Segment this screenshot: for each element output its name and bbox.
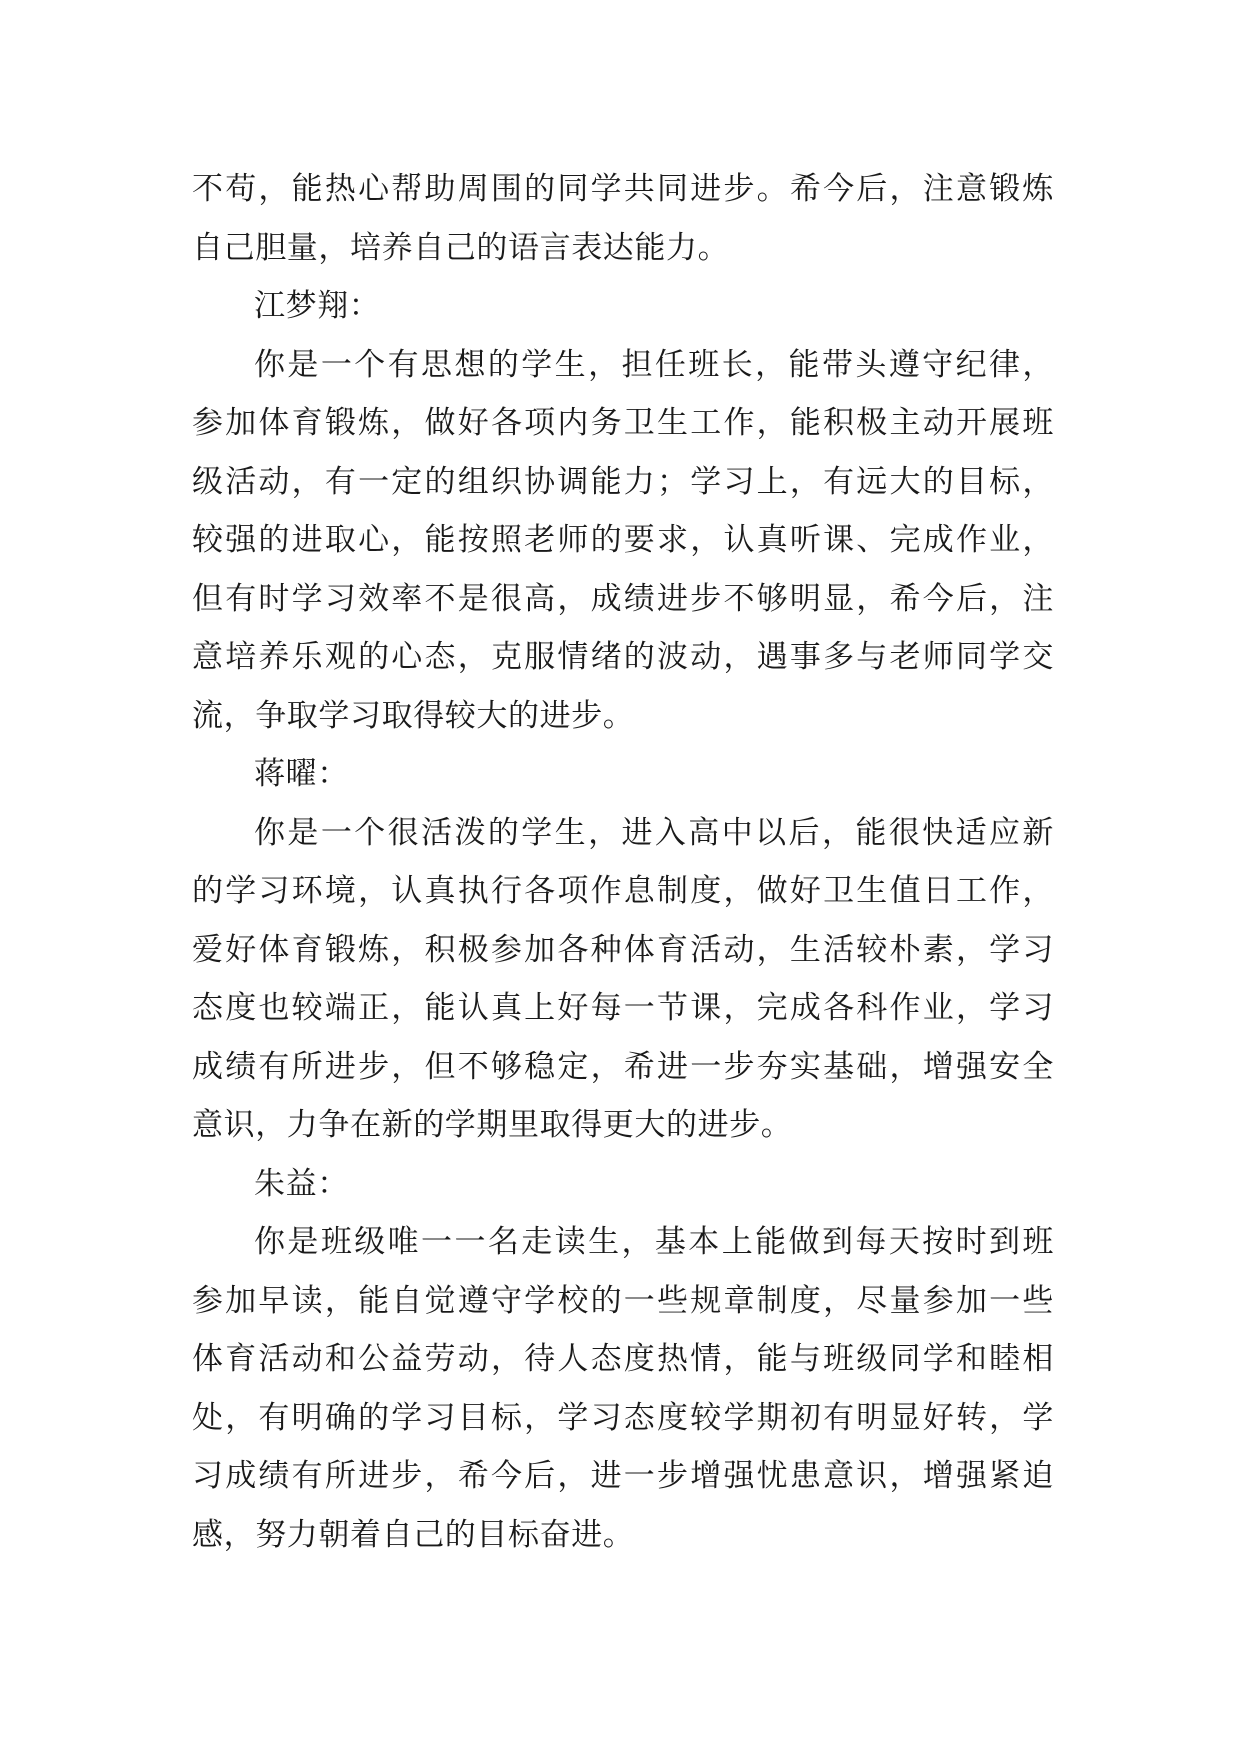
student-name: 蒋曜： [254,756,349,792]
text-line: 态度也较端正，能认真上好每一节课，完成各科作业，学习 [192,990,1054,1026]
text-line: 体育活动和公益劳动，待人态度热情，能与班级同学和睦相 [192,1341,1054,1377]
comment-entry [192,1155,1054,1565]
text-line: 意培养乐观的心态，克服情绪的波动，遇事多与老师同学交 [192,639,1054,675]
student-name: 江梦翔： [254,288,381,324]
text-line: 爱好体育锻炼，积极参加各种体育活动，生活较朴素，学习 [192,931,1054,968]
comment-entry [192,277,1054,745]
text-line: 处，有明确的学习目标，学习态度较学期初有明显好转，学 [192,1399,1054,1436]
intro-paragraph [192,160,1054,277]
text-line: 意识，力争在新的学期里取得更大的进步。 [192,1107,793,1143]
text-line: 感，努力朝着自己的目标奋进。 [192,1516,635,1553]
text-line: 不苟，能热心帮助周围的同学共同进步。希今后，注意锻炼 [192,171,1054,207]
comment-entry [192,745,1054,1155]
text-line: 流，争取学习取得较大的进步。 [192,697,635,734]
text-line: 习成绩有所进步，希今后，进一步增强忧患意识，增强紧迫 [192,1458,1054,1494]
text-line: 参加体育锻炼，做好各项内务卫生工作，能积极主动开展班 [192,405,1054,441]
text-line: 参加早读，能自觉遵守学校的一些规章制度，尽量参加一些 [192,1282,1054,1319]
text-line: 你是班级唯一一名走读生，基本上能做到每天按时到班 [254,1224,1054,1260]
text-line: 你是一个很活泼的学生，进入高中以后，能很快适应新 [254,814,1054,851]
text-line: 但有时学习效率不是很高，成绩进步不够明显，希今后，注 [192,580,1054,617]
text-line: 自己胆量，培养自己的语言表达能力。 [192,229,730,266]
text-line: 的学习环境，认真执行各项作息制度，做好卫生值日工作， [192,873,1054,909]
text-line: 级活动，有一定的组织协调能力；学习上，有远大的目标， [192,463,1054,500]
student-name: 朱益： [254,1165,349,1202]
text-line: 你是一个有思想的学生，担任班长，能带头遵守纪律， [254,346,1054,383]
document-body [192,160,1054,1564]
text-line: 成绩有所进步，但不够稳定，希进一步夯实基础，增强安全 [192,1048,1054,1085]
text-line: 较强的进取心，能按照老师的要求，认真听课、完成作业， [192,522,1054,558]
